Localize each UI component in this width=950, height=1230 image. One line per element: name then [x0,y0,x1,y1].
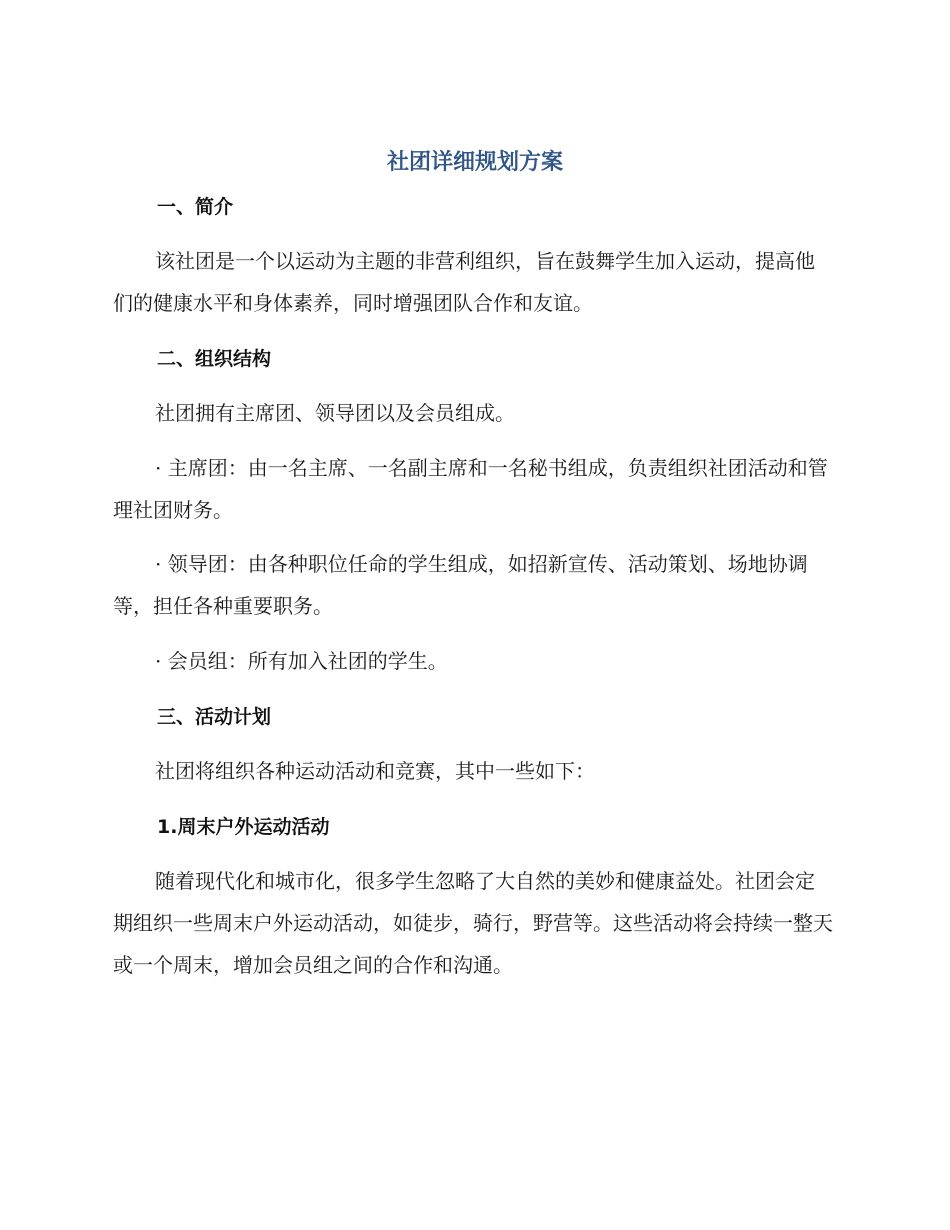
intro-paragraph: 该社团是一个以运动为主题的非营利组织，旨在鼓舞学生加入运动，提高他们的健康水平和身体素养，同时增强团队合作和友谊。 [113,249,815,315]
section-heading-activities: 三、活动计划 [157,706,272,728]
structure-paragraph: 社团拥有主席团、领导团以及会员组成。 [155,401,515,425]
structure-item-presidium: · 主席团：由一名主席、一名副主席和一名秘书组成，负责组织社团活动和管理社团财务。 [113,456,828,522]
weekend-outdoor-paragraph: 随着现代化和城市化，很多学生忽略了大自然的美妙和健康益处。社团会定期组织一些周末户外运动活动，如徒步，骑行，野营等。这些活动将会持续一整天或一个周末，增加会员组之间的合作和沟通。 [113,869,833,977]
section-heading-intro: 一、简介 [157,196,234,218]
document-title: 社团详细规划方案 [386,150,563,175]
structure-item-members: · 会员组：所有加入社团的学生。 [155,649,448,673]
section-heading-structure: 二、组织结构 [157,348,272,370]
structure-item-leadership: · 领导团：由各种职位任命的学生组成，如招新宣传、活动策划、场地协调等，担任各种重要职务。 [113,552,808,618]
activities-paragraph: 社团将组织各种运动活动和竞赛，其中一些如下： [155,759,595,783]
subsection-heading-weekend-outdoor: 1.周末户外运动活动 [157,816,330,838]
